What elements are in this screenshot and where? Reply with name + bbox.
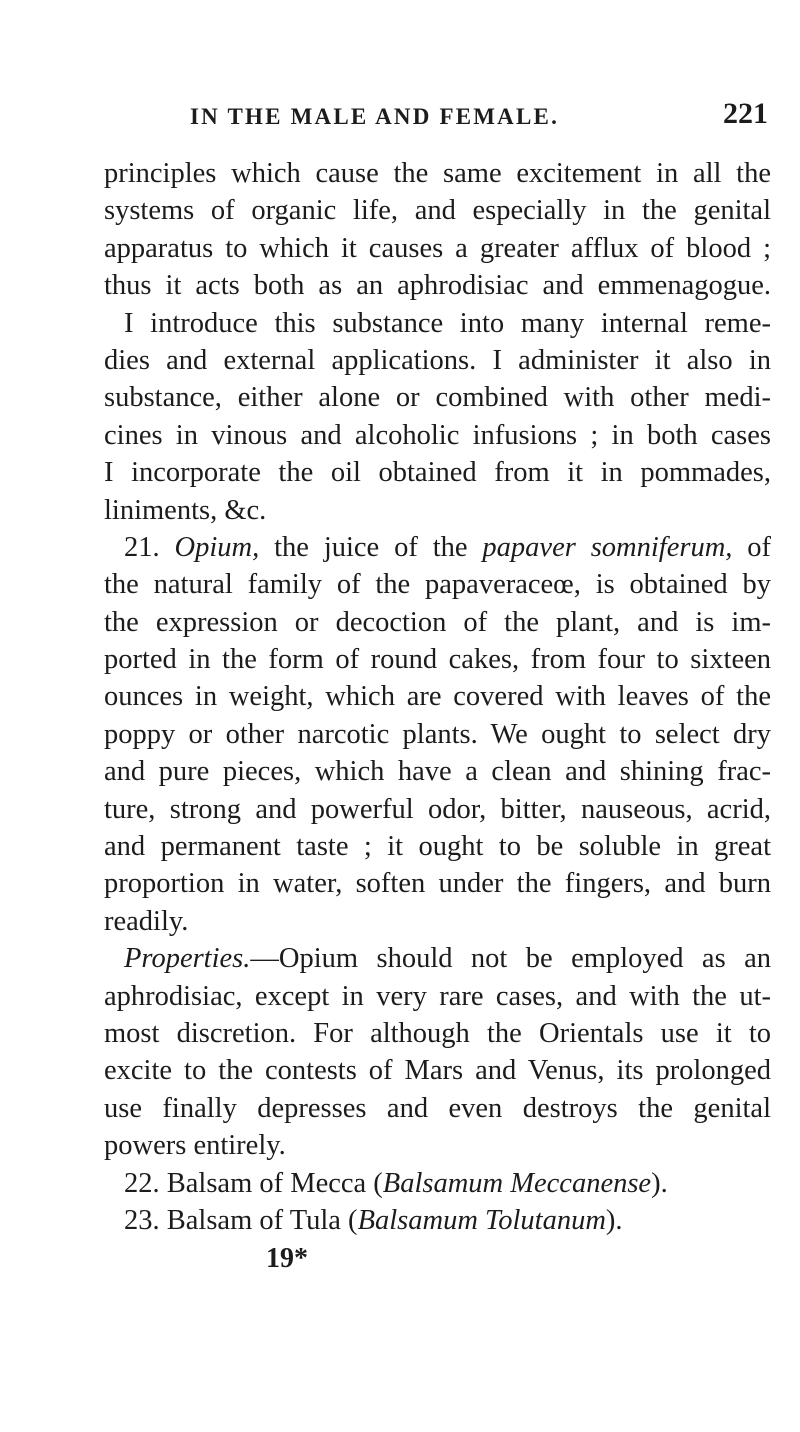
text-line: excite to the contests of Mars and Venus, its prolonged	[104, 1055, 771, 1087]
text-line: and pure pieces, which have a clean and shining frac-	[104, 756, 771, 788]
text-line: the expression or decoction of the plant, and is im-	[104, 606, 771, 638]
opium-heading-line	[104, 529, 771, 566]
properties-label: Properties.	[124, 943, 251, 975]
text-line: powers entirely.	[104, 1130, 286, 1162]
text-line: dies and external applications. I administer it also in	[104, 344, 771, 376]
text-line: aphrodisiac, except in very rare cases, and with the ut-	[104, 980, 771, 1012]
text-line: I incorporate the oil obtained from it in pommades,	[104, 457, 771, 489]
text-line: use finally depresses and even destroys the genital	[104, 1092, 771, 1124]
text-line: ounces in weight, which are covered with leaves of the	[104, 681, 771, 713]
opium-intro: the juice of the	[274, 531, 468, 563]
text-line: poppy or other narcotic plants. We ought to select dry	[104, 718, 771, 750]
page-number: 221	[723, 97, 768, 130]
text-line: I introduce this substance into many internal reme-	[124, 307, 771, 339]
properties-heading-line	[104, 940, 771, 977]
text-line: cines in vinous and alcoholic infusions ; in both cases	[104, 419, 771, 451]
text-line: the natural family of the papaveraceœ, is obtained by	[104, 569, 771, 601]
text-line: most discretion. For although the Orientals use it to	[104, 1017, 771, 1049]
properties-text: —Opium should not be employed as an	[250, 943, 771, 975]
text-line: and permanent taste ; it ought to be soluble in great	[104, 831, 771, 863]
text-line: systems of organic life, and especially in the genital	[104, 195, 771, 227]
text-line: substance, either alone or combined with other medi-	[104, 382, 771, 414]
text-line: ture, strong and powerful odor, bitter, nauseous, acrid,	[104, 793, 771, 825]
section-number: 21.	[124, 531, 160, 563]
text-line: liniments, &c.	[104, 494, 267, 526]
opium-rest: of	[747, 531, 772, 563]
term-opium: Opium,	[174, 531, 260, 563]
text-line: thus it acts both as an aphrodisiac and emmenagogue.	[104, 270, 771, 302]
latin-name: Balsamum Meccanense	[382, 1167, 652, 1199]
signature-mark: 19*	[266, 1243, 308, 1274]
list-item: 23. Balsam of Tula (Balsamum Tolutanum).	[124, 1204, 623, 1236]
species-name: papaver somniferum,	[482, 531, 733, 563]
text-line: apparatus to which it causes a greater afflux of blood ;	[104, 232, 771, 264]
text-line: ported in the form of round cakes, from four to sixteen	[104, 644, 771, 676]
body-text	[104, 155, 771, 1239]
text-line: proportion in water, soften under the fingers, and burn	[104, 868, 771, 900]
list-item: 22. Balsam of Mecca (Balsamum Meccanense).	[124, 1167, 668, 1199]
text-line: readily.	[104, 905, 189, 937]
latin-name: Balsamum Tolutanum	[357, 1204, 606, 1236]
running-head: IN THE MALE AND FEMALE.	[190, 104, 560, 129]
text-line: principles which cause the same excitement in all the	[104, 158, 771, 189]
